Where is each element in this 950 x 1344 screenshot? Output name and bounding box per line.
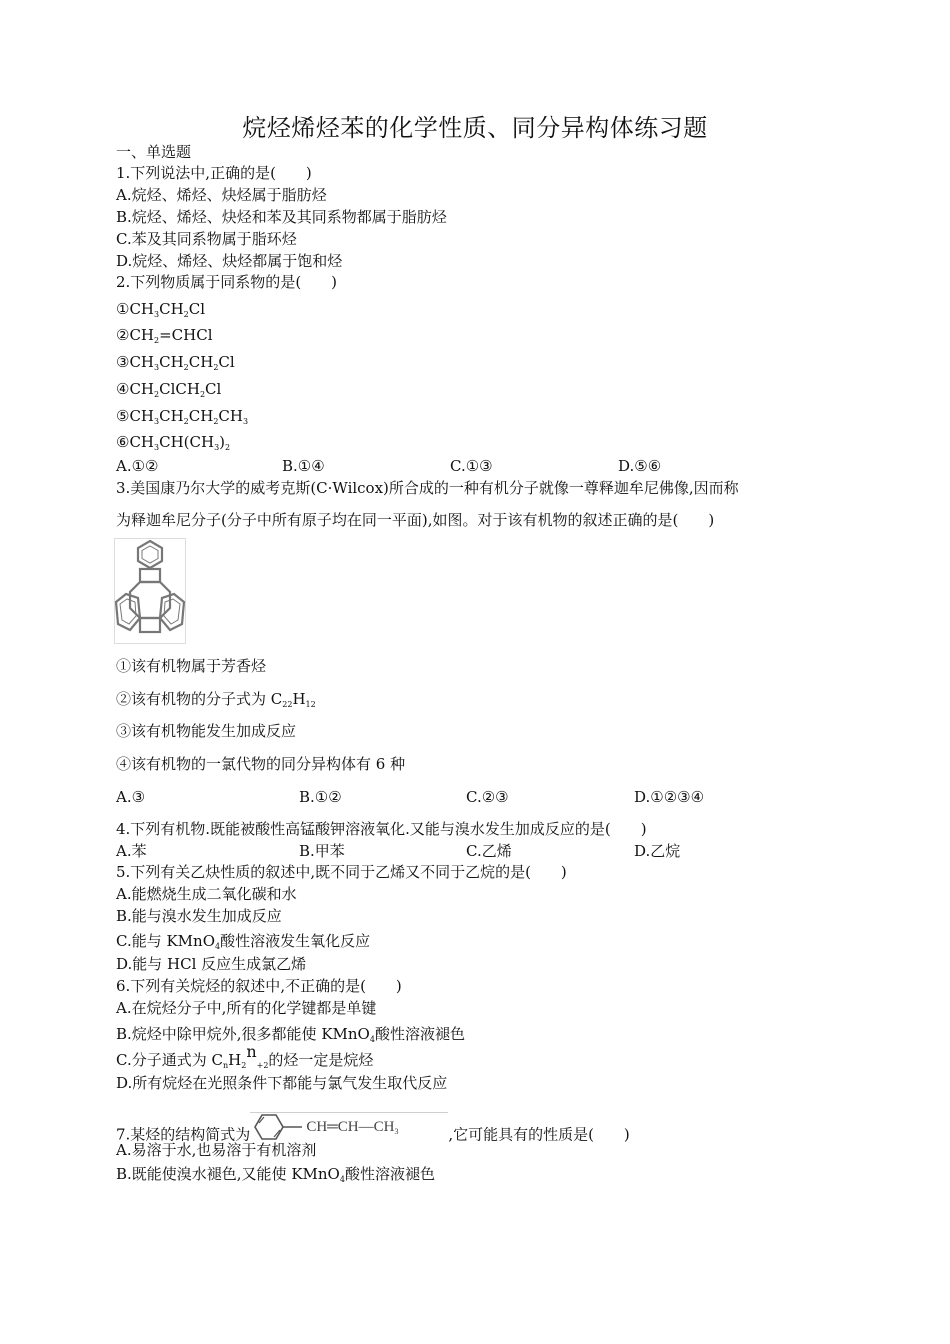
question-5-option-a: A.能燃烧生成二氧化碳和水 xyxy=(116,885,297,903)
question-1-option-d: D.烷烃、烯烃、炔烃都属于饱和烃 xyxy=(116,252,343,270)
question-2-stem: 2.下列物质属于同系物的是( ) xyxy=(116,273,338,291)
formula-4: $④CH_2ClCH_2Cl$ xyxy=(116,380,222,399)
formula-5: $⑤CH_3CH_2CH_2CH_3$ xyxy=(116,407,249,426)
question-1-option-c: C.苯及其同系物属于脂环烃 xyxy=(116,230,297,248)
question-5-option-d: D.能与 HCl 反应生成氯乙烯 xyxy=(116,955,307,973)
question-6-option-c: C.分子通式为 $C_nH_2n_{+2}$的烃一定是烷烃 xyxy=(116,1042,374,1070)
question-6-option-b: B.烷烃中除甲烷外,很多都能使 KMnO$_4$酸性溶液褪色 xyxy=(116,1025,465,1044)
question-2-option-b: B.①④ xyxy=(282,457,325,475)
question-4-option-c: C.乙烯 xyxy=(466,842,512,860)
formula-6: $⑥CH_3CH(CH_3)_2$ xyxy=(116,433,231,452)
question-1-stem: 1.下列说法中,正确的是( ) xyxy=(116,164,312,182)
question-7-option-b: B.既能使溴水褪色,又能使 KMnO$_4$酸性溶液褪色 xyxy=(116,1165,435,1184)
question-6-option-d: D.所有烷烃在光照条件下都能与氯气发生取代反应 xyxy=(116,1074,448,1092)
question-2-option-d: D.⑤⑥ xyxy=(618,457,662,475)
question-1-option-a: A.烷烃、烯烃、炔烃属于脂肪烃 xyxy=(116,186,327,204)
section-heading: 一、单选题 xyxy=(116,143,192,161)
question-5-stem: 5.下列有关乙炔性质的叙述中,既不同于乙烯又不同于乙烷的是( ) xyxy=(116,863,567,881)
question-3-statement-1: ①该有机物属于芳香烃 xyxy=(116,657,267,675)
question-7-option-a: A.易溶于水,也易溶于有机溶剂 xyxy=(116,1141,317,1159)
question-3-option-b: B.①② xyxy=(299,788,342,806)
question-5-option-c: C.能与 KMnO$_4$酸性溶液发生氧化反应 xyxy=(116,932,371,951)
question-7-stem: 7.某烃的结构简式为 $CH═CH—CH_3$ ,它可能具有的性质是( ) xyxy=(116,1118,630,1153)
question-3-statement-2: ②该有机物的分子式为 $C_{22}H_{12}$ xyxy=(116,690,316,709)
question-2-option-a: A.①② xyxy=(116,457,159,475)
question-6-stem: 6.下列有关烷烃的叙述中,不正确的是( ) xyxy=(116,977,402,995)
question-5-option-b: B.能与溴水发生加成反应 xyxy=(116,907,282,925)
buddha-molecule-structure-figure xyxy=(114,538,186,644)
question-3-statement-3: ③该有机物能发生加成反应 xyxy=(116,722,297,740)
document-title: 烷烃烯烃苯的化学性质、同分异构体练习题 xyxy=(242,114,708,142)
question-3-stem-line1: 3.美国康乃尔大学的威考克斯(C·Wilcox)所合成的一种有机分子就像一尊释迦牟尼佛像,因而称 xyxy=(116,479,739,497)
question-4-option-a: A.苯 xyxy=(116,842,147,860)
question-4-option-b: B.甲苯 xyxy=(299,842,345,860)
question-2-option-c: C.①③ xyxy=(450,457,493,475)
question-3-option-d: D.①②③④ xyxy=(634,788,705,806)
question-3-option-c: C.②③ xyxy=(466,788,509,806)
question-1-option-b: B.烷烃、烯烃、炔烃和苯及其同系物都属于脂肪烃 xyxy=(116,208,447,226)
question-4-option-d: D.乙烷 xyxy=(634,842,681,860)
question-6-option-a: A.在烷烃分子中,所有的化学键都是单键 xyxy=(116,999,377,1017)
question-3-option-a: A.③ xyxy=(116,788,146,806)
question-3-statement-4: ④该有机物的一氯代物的同分异构体有 6 种 xyxy=(116,755,406,773)
question-4-stem: 4.下列有机物.既能被酸性高锰酸钾溶液氧化.又能与溴水发生加成反应的是( ) xyxy=(116,820,647,838)
formula-3: $③CH_3CH_2CH_2Cl$ xyxy=(116,353,235,372)
structure-chain-text: $CH═CH—CH_3$ xyxy=(306,1119,399,1136)
formula-1: $①CH_3CH_2Cl$ xyxy=(116,300,206,319)
question-3-stem-line2: 为释迦牟尼分子(分子中所有原子均在同一平面),如图。对于该有机物的叙述正确的是( ) xyxy=(116,511,715,529)
formula-2: $②CH_2=CHCl$ xyxy=(116,326,213,345)
